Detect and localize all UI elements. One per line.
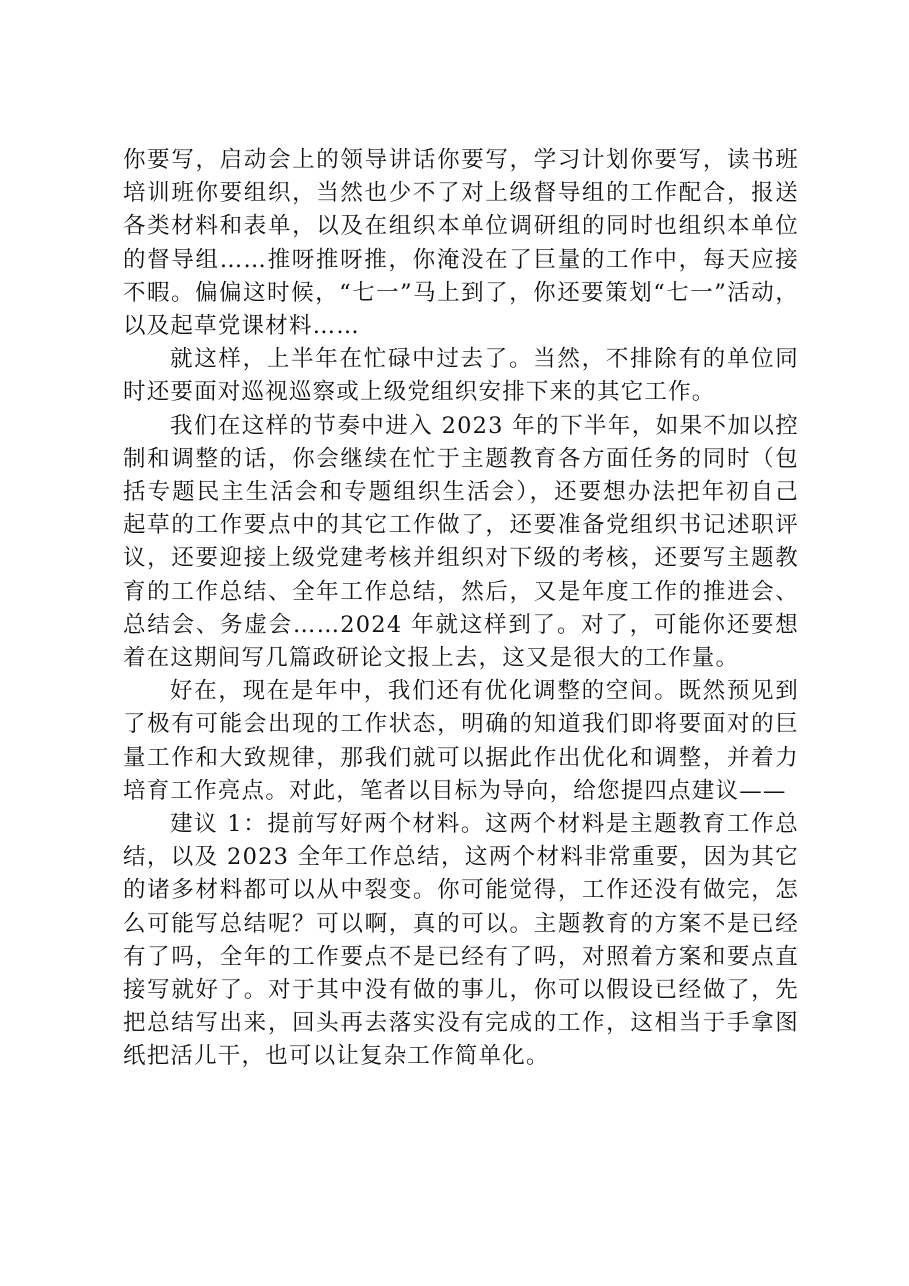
paragraph-continued: 你要写，启动会上的领导讲话你要写，学习计划你要写，读书班培训班你要组织，当然也少不了对上级督导组的工作配合，报送各类材料和表单，以及在组织本单位调研组的同时也组织本单位的督导组……推呀推呀推，你淹没在了巨量的工作中，每天应接不暇。偏偏这时候，“七一”马上到了，你还要策划“七一”活动，以及起草党课材料…… bbox=[123, 147, 799, 340]
paragraph: 好在，现在是年中，我们还有优化调整的空间。既然预见到了极有可能会出现的工作状态，明确的知道我们即将要面对的巨量工作和大致规律，那我们就可以据此作出优化和调整，并着力培育工作亮点。对此，笔者以目标为导向，给您提四点建议—— bbox=[123, 678, 799, 804]
paragraph: 我们在这样的节奏中进入 2023 年的下半年，如果不加以控制和调整的话，你会继续在忙于主题教育各方面任务的同时（包括专题民主生活会和专题组织生活会），还要想办法把年初自己起草的工作要点中的其它工作做了，还要准备党组织书记述职评议，还要迎接上级党建考核并组织对下级的考核，还要写主题教育的工作总结、全年工作总结，然后，又是年度工作的推进会、总结会、务虚会……2024 年就这样到了。对了，可能你还要想着在这期间写几篇政研论文报上去，这又是很大的工作量。 bbox=[123, 412, 799, 672]
paragraph: 就这样，上半年在忙碌中过去了。当然，不排除有的单位同时还要面对巡视巡察或上级党组织安排下来的其它工作。 bbox=[123, 346, 799, 406]
document-body bbox=[123, 144, 799, 1074]
paragraph-suggestion-1: 建议 1：提前写好两个材料。这两个材料是主题教育工作总结，以及 2023 全年工作总结，这两个材料非常重要，因为其它的诸多材料都可以从中裂变。你可能觉得，工作还没有做完，怎么可能写总结呢？可以啊，真的可以。主题教育的方案不是已经有了吗，全年的工作要点不是已经有了吗，对照着方案和要点直接写就好了。对于其中没有做的事儿，你可以假设已经做了，先把总结写出来，回头再去落实没有完成的工作，这相当于手拿图纸把活儿干，也可以让复杂工作简单化。 bbox=[123, 811, 799, 1070]
